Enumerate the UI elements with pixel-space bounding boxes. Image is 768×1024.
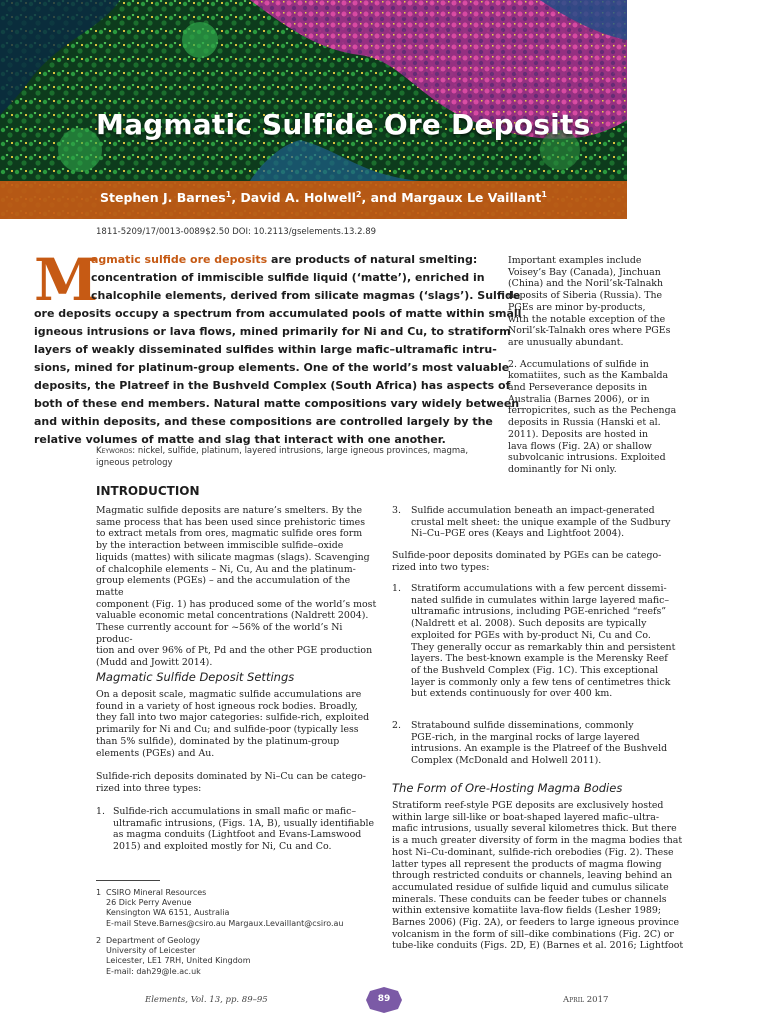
footnote-line: E-mail: dah29@le.ac.uk [106, 966, 201, 976]
keywords [96, 446, 488, 469]
author-name: Stephen J. Barnes [100, 190, 226, 206]
text-line: ultramafic intrusions, (Figs. 1A, B), usually identifiable [113, 817, 375, 829]
text-line: 2. Accumulations of sulfide in [508, 358, 649, 370]
text-line: liquids (mattes) with silicate magmas (slags). Scavenging [96, 551, 370, 563]
text-line: On a deposit scale, magmatic sulfide accumulations are [96, 689, 362, 700]
abstract-text: are products of natural smelting: [267, 253, 478, 266]
list-number: 3. [392, 505, 401, 516]
section-heading-form: The Form of Ore-Hosting Magma Bodies [392, 781, 623, 795]
footnote-number: 1 [96, 888, 102, 897]
footer-journal: Elements, Vol. 13, pp. 89–95 [145, 995, 268, 1005]
text-line: They generally occur as remarkably thin and persistent [411, 641, 676, 653]
text-line: than 5% sulfide), dominated by the platinum-group [96, 735, 340, 747]
text-line: 2015) and exploited mostly for Ni, Cu and Co. [113, 841, 332, 853]
right-column-top [508, 255, 704, 476]
footnote-line: Leicester, LE1 7RH, United Kingdom [106, 956, 251, 966]
text-line: layers. The best-known example is the Merensky Reef [411, 653, 668, 665]
text-line: Sulfide-rich accumulations in small mafic or mafic– [113, 806, 357, 817]
abstract-line [91, 253, 477, 267]
abstract-line: layers of weakly disseminated sulfides within large mafic–ultramafic intru- [34, 343, 497, 356]
author-name: David A. Holwell [240, 190, 356, 206]
text-line: Sulfide accumulation beneath an impact-generated [411, 505, 655, 516]
footnote-number: 2 [96, 936, 102, 945]
author-affiliation-mark: 1 [225, 190, 232, 199]
text-line: deposits in Russia (Hanski et al. [508, 417, 661, 429]
text-line: are unusually abundant. [508, 336, 624, 348]
text-line: nated sulfide in cumulates within large layered mafic– [411, 594, 670, 606]
text-line: host Ni–Cu-dominant, sulfide-rich orebodies (Fig. 2). These [392, 846, 674, 858]
text-line: Stratiform reef-style PGE deposits are exclusively hosted [392, 800, 664, 811]
text-line: (Naldrett et al. 2008). Such deposits are typically [411, 618, 647, 630]
text-line: tion and over 96% of Pt, Pd and the other PGE production [96, 645, 373, 657]
abstract-line: chalcophile elements, derived from silicate magmas (‘slags’). Sulfide [91, 289, 521, 302]
text-line: to extract metals from ores, magmatic sulfide ores form [96, 528, 363, 540]
text-line: through restricted conduits or channels, leaving behind an [392, 870, 673, 882]
text-line: exploited for PGEs with by-product Ni, Cu and Co. [411, 629, 651, 641]
abstract-line: concentration of immiscible sulfide liquid (‘matte’), enriched in [91, 271, 485, 284]
text-line: as magma conduits (Lightfoot and Evans-Lamswood [113, 829, 362, 841]
settings-paragraph [96, 689, 378, 759]
text-line: group elements (PGEs) – and the accumulation of the matte [96, 575, 351, 598]
abstract-line: and within deposits, and these compositions are controlled largely by the [34, 415, 493, 428]
text-line: rized into two types: [392, 561, 490, 573]
page-number: 89 [377, 994, 391, 1004]
keywords-text: nickel, sulfide, platinum, layered intrusions, large igneous provinces, magma, igneous petrology [96, 446, 469, 468]
text-line: Stratabound sulfide disseminations, commonly [411, 720, 634, 731]
list-number: 1. [96, 806, 105, 817]
list-item [411, 583, 704, 700]
section-heading-introduction: INTRODUCTION [96, 484, 200, 498]
text-line: 2011). Deposits are hosted in [508, 428, 648, 440]
form-paragraph [392, 800, 704, 952]
author-separator: , and [361, 190, 402, 206]
text-line: is a much greater diversity of form in the magma bodies that [392, 835, 683, 847]
author-list [100, 190, 547, 205]
footnote [106, 888, 343, 929]
text-line: same process that has been used since prehistoric times [96, 516, 366, 528]
text-line: crustal melt sheet: the unique example of the Sudbury [411, 516, 671, 528]
author-name: Margaux Le Vaillant [401, 190, 542, 206]
list-number: 2. [392, 720, 401, 731]
text-line: by the interaction between immiscible sulfide–oxide [96, 540, 344, 552]
text-line: Magmatic sulfide deposits are nature’s smelters. By the [96, 505, 363, 516]
text-line: Sulfide-poor deposits dominated by PGEs can be catego- [392, 550, 662, 561]
text-line: subvolcanic intrusions. Exploited [508, 452, 666, 464]
text-line: volcanism in the form of sill–dike combinations (Fig. 2C) or [392, 928, 674, 940]
text-line: with the notable exception of the [508, 313, 666, 325]
text-line: ultramafic intrusions, including PGE-enriched “reefs” [411, 606, 667, 618]
text-line: tube-like conduits (Figs. 2D, E) (Barnes et al. 2016; Lightfoot [392, 940, 684, 952]
footnote-line: E-mail Steve.Barnes@csiro.au Margaux.Levaillant@csiro.au [106, 918, 344, 928]
drop-cap: M [34, 246, 99, 314]
abstract-line: igneous intrusions or lava flows, mined primarily for Ni and Cu, to stratiform [34, 325, 511, 338]
text-line: primarily for Ni and Cu; and sulfide-poor (typically less [96, 724, 359, 736]
list-number: 1. [392, 583, 401, 594]
text-line: of chalcophile elements – Ni, Cu, Au and the platinum- [96, 563, 356, 575]
abstract-line: relative volumes of matte and slag that interact with one another. [34, 433, 446, 446]
text-line: Stratiform accumulations with a few percent dissemi- [411, 583, 667, 594]
text-line: valuable economic metal concentrations (Naldrett 2004). [96, 610, 369, 622]
author-separator: , [231, 190, 241, 206]
text-line: Sulfide-rich deposits dominated by Ni–Cu can be catego- [96, 771, 366, 782]
text-line: PGE-rich, in the marginal rocks of large layered [411, 731, 640, 743]
text-line: and Perseverance deposits in [508, 382, 648, 394]
list-item [411, 505, 704, 540]
footnote-divider [96, 880, 160, 881]
introduction-paragraph [96, 505, 378, 669]
text-line: component (Fig. 1) has produced some of the world’s most [96, 598, 377, 610]
footnote-line: Department of Geology [106, 936, 201, 945]
author-affiliation-mark: 2 [355, 190, 362, 199]
text-line: minerals. These conduits can be feeder tubes or channels [392, 893, 667, 905]
footnote-line: University of Leicester [106, 946, 196, 956]
text-line: within extensive komatiite lava-flow fields (Lesher 1989; [392, 905, 661, 917]
footnote-line: 26 Dick Perry Avenue [106, 898, 192, 908]
sulfide-rich-paragraph [96, 771, 378, 794]
abstract-lead: agmatic sulfide ore deposits [91, 253, 268, 266]
text-line: within large sill-like or boat-shaped layered mafic–ultra- [392, 811, 660, 823]
author-affiliation-mark: 1 [541, 190, 547, 199]
section-heading-settings: Magmatic Sulfide Deposit Settings [96, 670, 295, 684]
header-image [0, 0, 627, 219]
text-line: PGEs are minor by-products, [508, 301, 646, 313]
text-line: latter types all represent the products of magma flowing [392, 858, 662, 870]
footnote [106, 936, 251, 977]
text-line: Important examples include [508, 255, 642, 266]
text-line: Voisey’s Bay (Canada), Jinchuan [508, 266, 661, 278]
list-item [113, 806, 378, 853]
list-item [411, 720, 704, 767]
text-line: accumulated residue of sulfide liquid and cumulus silicate [392, 881, 669, 893]
text-line: ferropicrites, such as the Pechenga [508, 405, 677, 417]
article-title: Magmatic Sulfide Ore Deposits [96, 108, 591, 141]
text-line: Australia (Barnes 2006), or in [508, 393, 650, 405]
abstract-line: ore deposits occupy a spectrum from accumulated pools of matte within small [34, 307, 522, 320]
footnote-line: CSIRO Mineral Resources [106, 888, 207, 897]
text-line: These currently account for ~56% of the world’s Ni produc- [96, 622, 343, 645]
text-line: lava flows (Fig. 2A) or shallow [508, 440, 652, 452]
text-line: found in a variety of host igneous rock bodies. Broadly, [96, 700, 358, 712]
footer-date: April 2017 [563, 995, 609, 1005]
sulfide-poor-paragraph [392, 550, 704, 573]
abstract-line: deposits, the Platreef in the Bushveld Complex (South Africa) has aspects of [34, 379, 511, 392]
text-line: komatiites, such as the Kambalda [508, 370, 669, 382]
abstract-line: sions, mined for platinum-group elements. One of the world’s most valuable [34, 361, 510, 374]
text-line: Barnes 2006) (Fig. 2A), or feeders to large igneous province [392, 917, 680, 929]
text-line: dominantly for Ni only. [508, 463, 617, 475]
text-line: mafic intrusions, usually several kilometres thick. But there [392, 823, 677, 835]
text-line: but extends continuously for over 400 km. [411, 688, 613, 700]
author-bar [0, 181, 627, 219]
text-line: they fall into two major categories: sulfide-rich, exploited [96, 712, 370, 724]
text-line: elements (PGEs) and Au. [96, 747, 215, 759]
text-line: rized into three types: [96, 782, 202, 794]
text-line: layer is commonly only a few tens of centimetres thick [411, 676, 671, 688]
text-line: intrusions. An example is the Platreef of the Bushveld [411, 743, 668, 755]
text-line: deposits of Siberia (Russia). The [508, 290, 663, 302]
text-line: Complex (McDonald and Holwell 2011). [411, 755, 602, 767]
text-line: Noril’sk-Talnakh ores where PGEs [508, 325, 671, 337]
text-line: (Mudd and Jowitt 2014). [96, 657, 213, 669]
keywords-label: Keywords: [96, 446, 136, 456]
text-line: Ni–Cu–PGE ores (Keays and Lightfoot 2004). [411, 528, 625, 540]
doi-line: 1811-5209/17/0013-0089$2.50 DOI: 10.2113/gselements.13.2.89 [96, 227, 377, 237]
text-line: (China) and the Noril’sk-Talnakh [508, 278, 663, 290]
text-line: of the Bushveld Complex (Fig. 1C). This exceptional [411, 664, 659, 676]
abstract-line: both of these end members. Natural matte compositions vary widely between [34, 397, 520, 410]
footnote-line: Kensington WA 6151, Australia [106, 908, 230, 918]
